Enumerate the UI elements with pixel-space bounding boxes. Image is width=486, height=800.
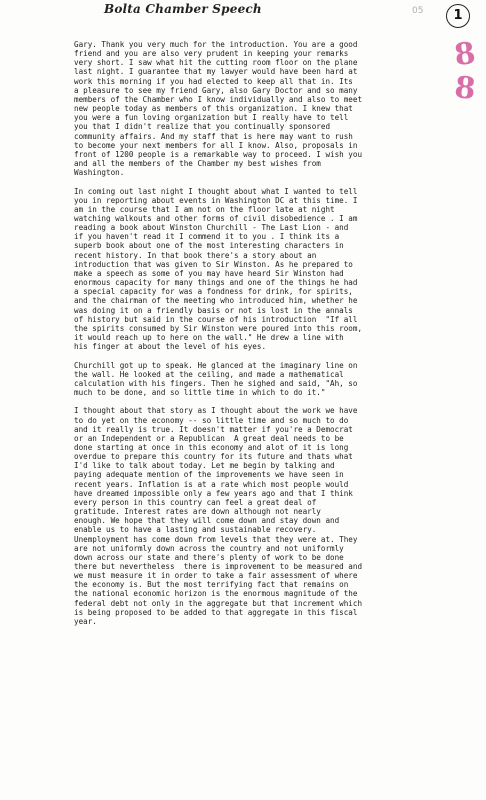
- corner-mark: 05: [412, 6, 424, 16]
- text-line: recent years. Inflation is at a rate which most people would: [74, 479, 349, 489]
- text-line: it would reach up to here on the wall." He drew a line with: [74, 333, 344, 343]
- text-line: year.: [74, 616, 97, 626]
- text-line: there but nevertheless there is improvement to be measured and: [74, 562, 363, 571]
- text-line: and all the members of the Chamber my best wishes from: [74, 159, 321, 169]
- text-line: Washington.: [74, 168, 125, 178]
- text-line: In coming out last night I thought about what I wanted to tell: [74, 186, 358, 196]
- text-line: down across our state and there's plenty of work to be done: [74, 552, 344, 562]
- text-line: you in reporting about events in Washington DC at this time. I: [74, 195, 358, 205]
- text-line: much to be done, and so little time in which to do it.": [74, 388, 326, 397]
- stamp-glyph: 8: [452, 70, 478, 107]
- page-number-circle: 1: [446, 4, 470, 28]
- text-line: new people today as members of this organization. I knew that: [74, 104, 353, 114]
- text-line: friend and you are also very prudent in keeping your remarks: [74, 49, 349, 59]
- text-line: enormous capacity for many things and one of the things he had: [74, 278, 358, 288]
- text-line: you that I didn't realize that you continually sponsored: [74, 122, 331, 132]
- text-line: calculation with his fingers. Then he sighed and said, "Ah, so: [74, 378, 358, 388]
- text-line: if you haven't read it I commend it to you . I think its a: [74, 232, 340, 242]
- text-line: watching walkouts and other forms of civil disobedience . I am: [74, 214, 358, 223]
- speech-body: [74, 40, 448, 635]
- text-line: a special capacity for was a fondness for drink, for spirits,: [74, 287, 353, 297]
- text-line: work this morning if you had elected to keep all that in. Its: [74, 76, 353, 86]
- text-line: members of the Chamber who I know individually and also to meet: [74, 94, 363, 104]
- text-line: we must measure it in order to take a fair assessment of where: [74, 571, 358, 581]
- text-line: overdue to prepare this country for its future and thats what: [74, 452, 353, 462]
- text-line: I'd like to talk about today. Let me begin by talking and: [74, 461, 335, 471]
- paragraph: [74, 187, 448, 352]
- text-line: have dreamed impossible only a few years ago and that I think: [74, 488, 353, 498]
- text-line: done starting at once in this economy and alot of it is long: [74, 442, 349, 452]
- text-line: his finger at about the level of his eyes.: [74, 342, 267, 352]
- text-line: and the chairman of the meeting who introduced him, whether he: [74, 296, 358, 306]
- text-line: the economy is. But the most terrifying fact that remains on: [74, 580, 349, 590]
- text-line: enough. We hope that they will come down and stay down and: [74, 516, 340, 526]
- text-line: recent history. In that book there's a story about an: [74, 250, 317, 260]
- margin-stamp: [450, 35, 480, 107]
- text-line: of history but said in the course of his introduction "If all: [74, 314, 358, 324]
- text-line: enable us to have a lasting and sustainable recovery.: [74, 525, 317, 535]
- text-line: the national economic horizon is the enormous magnitude of the: [74, 589, 358, 599]
- text-line: community affairs. And my staff that is here may want to rush: [74, 131, 353, 141]
- text-line: are not uniformly down across the country and not uniformly: [74, 543, 344, 553]
- text-line: was doing it on a friendly basis or not is lost in the annals: [74, 305, 353, 315]
- text-line: is being proposed to be added to that aggregate in this fiscal: [74, 607, 358, 617]
- paragraph: [74, 406, 448, 626]
- text-line: to become your next members for all I know. Also, proposals in: [74, 140, 358, 150]
- text-line: gratitude. Interest rates are down although not nearly: [74, 507, 321, 517]
- text-line: a pleasure to see my friend Gary, also Gary Doctor and so many: [74, 85, 358, 95]
- text-line: Churchill got up to speak. He glanced at the imaginary line on: [74, 360, 358, 370]
- text-line: Unemployment has come down from levels that they were at. They: [74, 534, 358, 544]
- text-line: the spirits consumed by Sir Winston were poured into this room,: [74, 323, 363, 333]
- text-line: paying adequate mention of the improvements we have seen in: [74, 470, 344, 480]
- text-line: or an Independent or a Republican A great deal needs to be: [74, 433, 344, 443]
- stamp-glyph: 8: [452, 35, 478, 74]
- text-line: last night. I guarantee that my lawyer would have been hard at: [74, 67, 358, 77]
- text-line: Gary. Thank you very much for the introduction. You are a good: [74, 40, 358, 49]
- text-line: you were a fun loving organization but I really have to tell: [74, 113, 349, 123]
- paragraph: [74, 40, 448, 177]
- text-line: very short. I saw what hit the cutting room floor on the plane: [74, 58, 358, 68]
- paragraph: [74, 361, 448, 398]
- text-line: and it really is true. It doesn't matter if you're a Democrat: [74, 424, 353, 434]
- handwritten-title: Bolta Chamber Speech: [104, 2, 262, 16]
- text-line: am in the course that I am not on the floor late at night: [74, 204, 335, 214]
- text-line: I thought about that story as I thought about the work we have: [74, 406, 358, 416]
- text-line: make a speech as some of you may have heard Sir Winston had: [74, 268, 344, 278]
- text-line: to do yet on the economy -- so little time and so much to do: [74, 415, 349, 425]
- text-line: front of 1200 people is a remarkable way to proceed. I wish you: [74, 149, 363, 159]
- text-line: introduction that was given to Sir Winston. As he prepared to: [74, 259, 353, 269]
- text-line: superb book about one of the most interesting characters in: [74, 241, 344, 251]
- text-line: the wall. He looked at the ceiling, and made a mathematical: [74, 369, 344, 379]
- text-line: every person in this country can feel a great deal of: [74, 497, 317, 507]
- text-line: reading a book about Winston Churchill - The Last Lion - and: [74, 223, 349, 233]
- text-line: federal debt not only in the aggregate but that increment which: [74, 598, 363, 608]
